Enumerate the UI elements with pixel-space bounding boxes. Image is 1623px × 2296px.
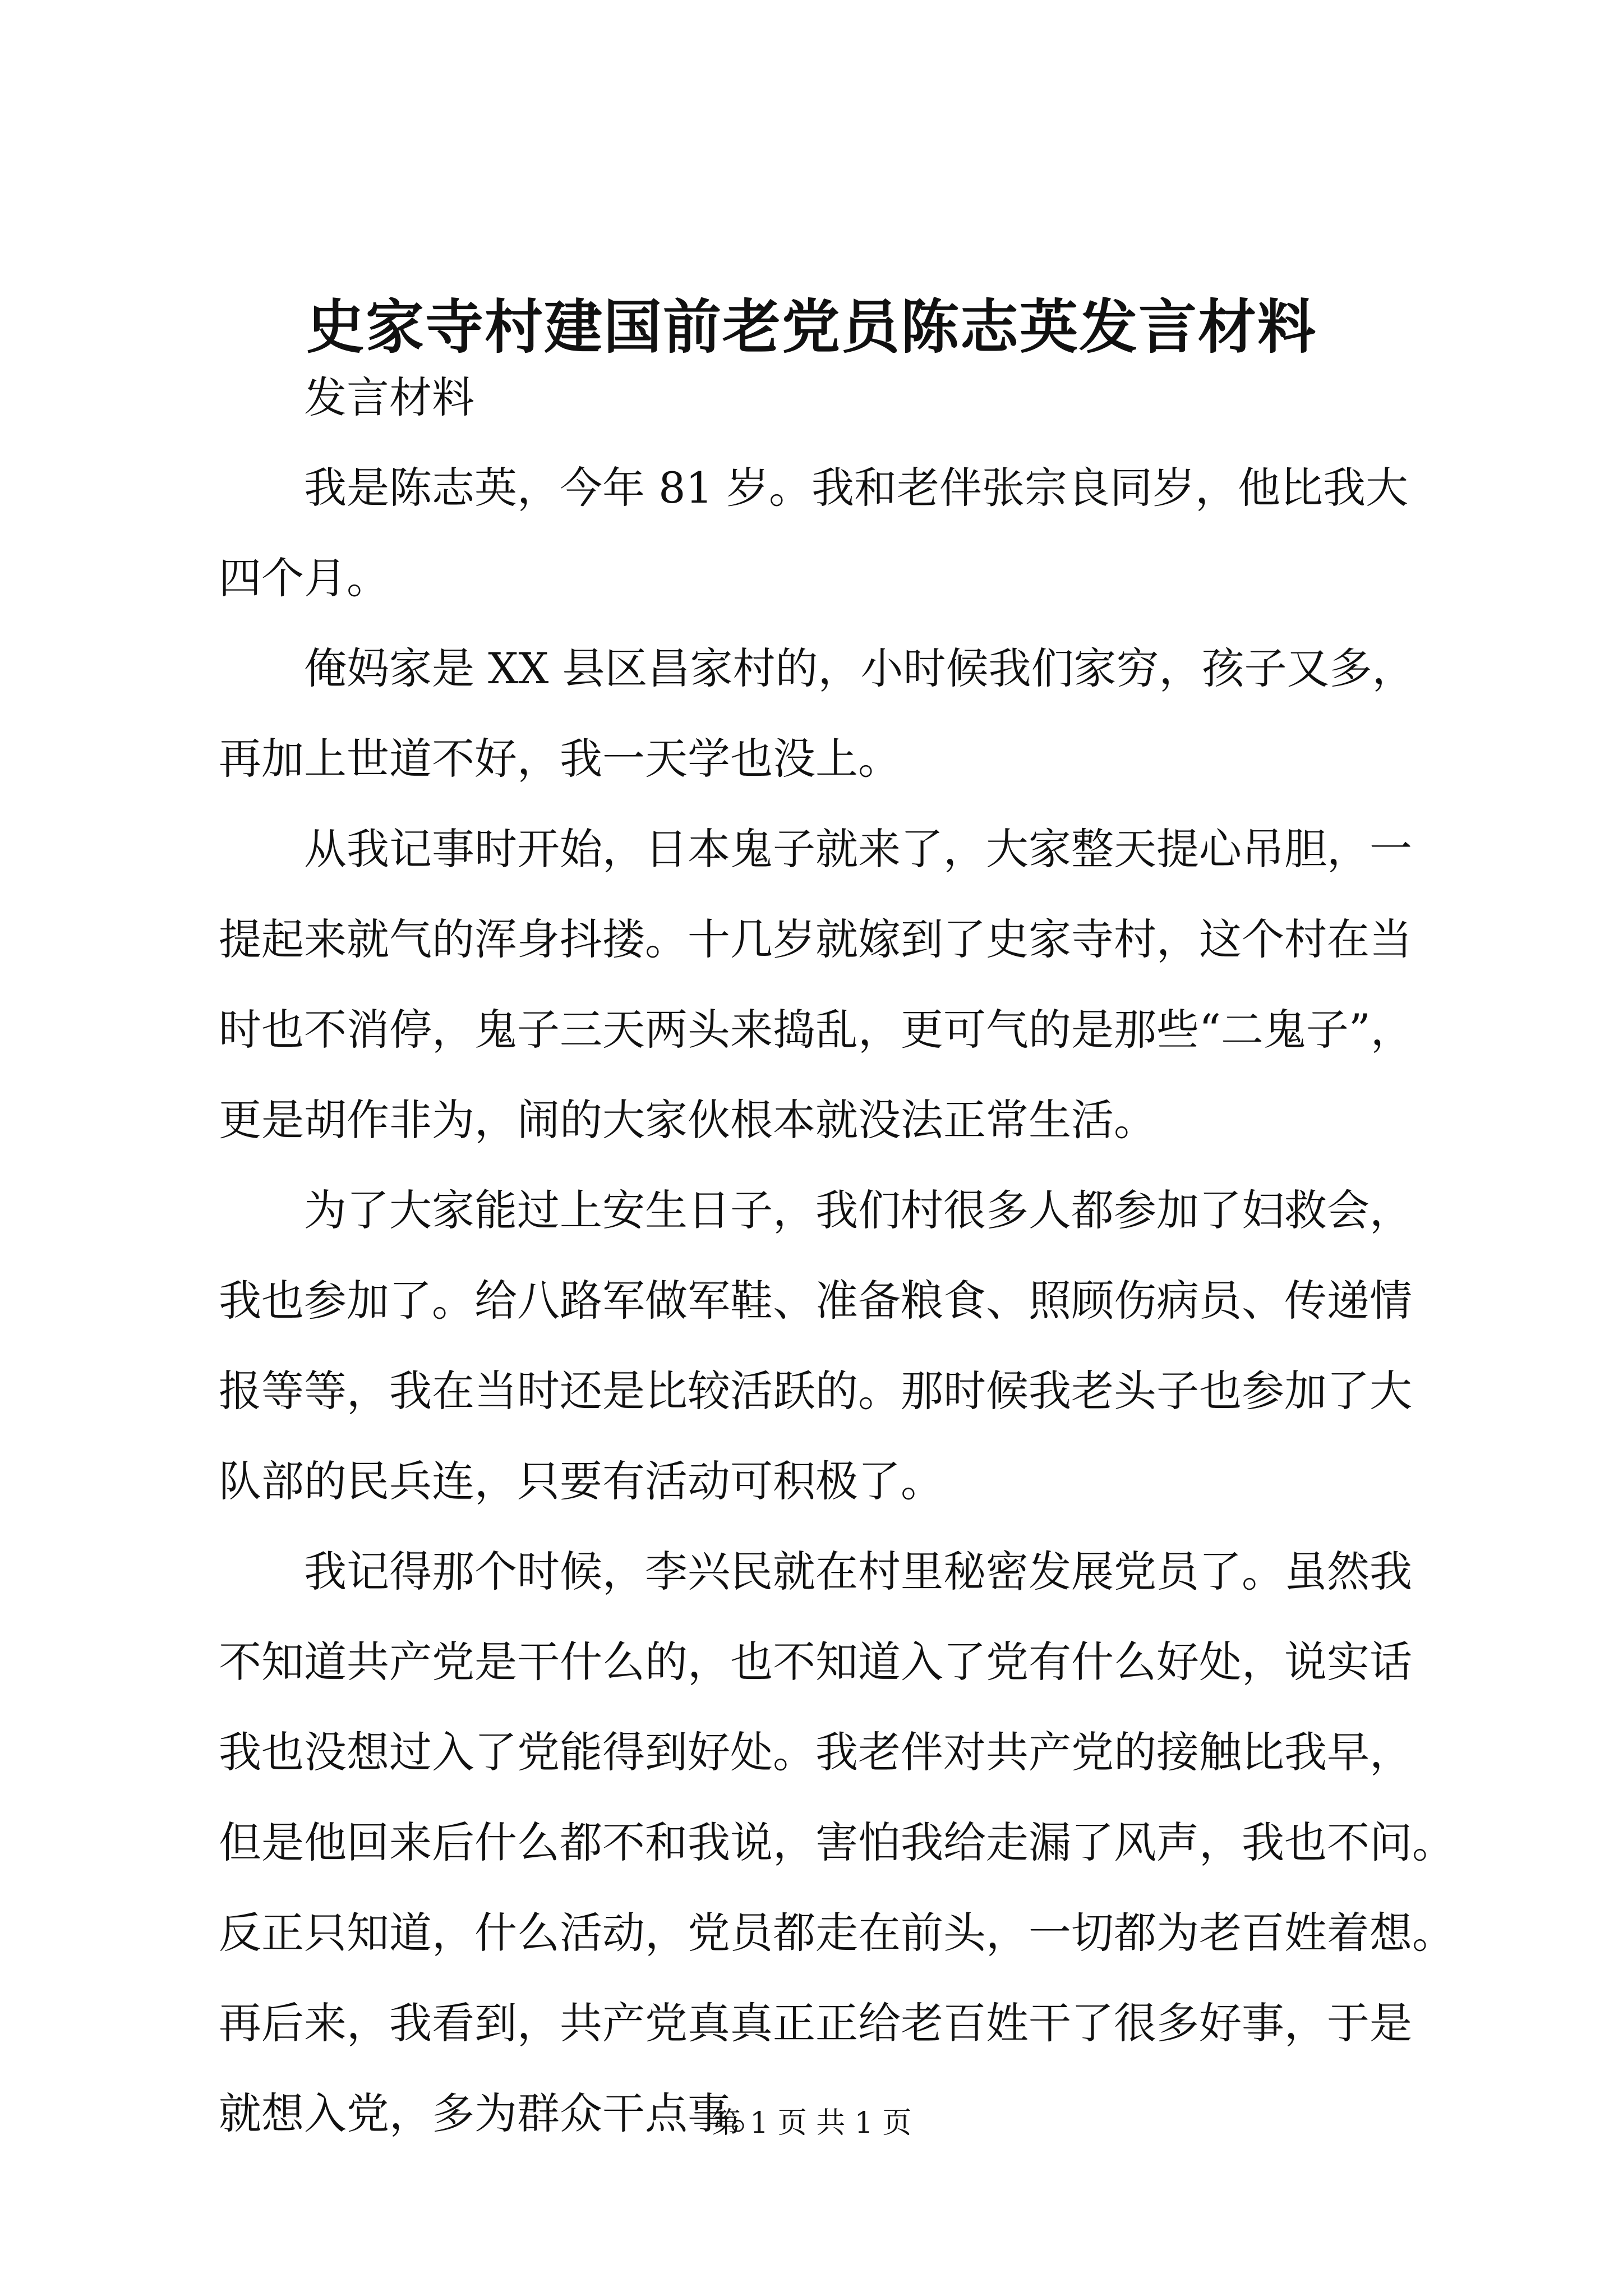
paragraph-line: 发言材料 — [304, 372, 474, 422]
paragraph-line: 我也参加了。给八路军做军鞋、准备粮食、照顾伤病员、传递情 — [219, 1276, 1412, 1326]
paragraph-line: 不知道共产党是干什么的，也不知道入了党有什么好处，说实话 — [219, 1637, 1412, 1687]
paragraph-2 — [219, 443, 1413, 623]
paragraph-line: 就想入党，多为群众干点事。 — [219, 2088, 773, 2138]
paragraph-line: 我是陈志英，今年 81 岁。我和老伴张宗良同岁，他比我大 — [304, 463, 1409, 513]
paragraph-6 — [219, 1526, 1455, 2159]
paragraph-4 — [219, 804, 1413, 1165]
paragraph-line: 报等等，我在当时还是比较活跃的。那时候我老头子也参加了大 — [219, 1366, 1412, 1416]
paragraph-line: 更是胡作非为，闹的大家伙根本就没法正常生活。 — [219, 1095, 1156, 1145]
paragraph-line: 我记得那个时候，李兴民就在村里秘密发展党员了。虽然我 — [304, 1547, 1412, 1596]
paragraph-3 — [219, 623, 1413, 804]
paragraph-line: 从我记事时开始，日本鬼子就来了，大家整天提心吊胆，一 — [304, 824, 1412, 874]
paragraph-1 — [219, 352, 1413, 443]
paragraph-5 — [219, 1165, 1413, 1526]
page-footer: 第 1 页 共 1 页 — [711, 2106, 912, 2140]
paragraph-line: 反正只知道，什么活动，党员都走在前头，一切都为老百姓着想。 — [219, 1908, 1455, 1958]
paragraph-line: 四个月。 — [219, 553, 389, 603]
document-title: 史家寺村建国前老党员陈志英发言材料 — [306, 292, 1317, 361]
paragraph-line: 为了大家能过上安生日子，我们村很多人都参加了妇救会， — [304, 1185, 1412, 1235]
document-body — [219, 352, 1455, 2159]
paragraph-line: 俺妈家是 XX 县区昌家村的，小时候我们家穷，孩子又多， — [304, 643, 1415, 693]
paragraph-line: 再加上世道不好，我一天学也没上。 — [219, 734, 901, 784]
paragraph-line: 提起来就气的浑身抖搂。十几岁就嫁到了史家寺村，这个村在当 — [219, 914, 1412, 964]
paragraph-line: 我也没想过入了党能得到好处。我老伴对共产党的接触比我早， — [219, 1727, 1412, 1777]
paragraph-line: 队部的民兵连，只要有活动可积极了。 — [219, 1456, 943, 1506]
paragraph-line: 再后来，我看到，共产党真真正正给老百姓干了很多好事，于是 — [219, 1998, 1412, 2048]
paragraph-line: 但是他回来后什么都不和我说，害怕我给走漏了风声，我也不问。 — [219, 1818, 1455, 1867]
paragraph-line: 时也不消停，鬼子三天两头来捣乱，更可气的是那些“二鬼子”， — [219, 1005, 1413, 1055]
